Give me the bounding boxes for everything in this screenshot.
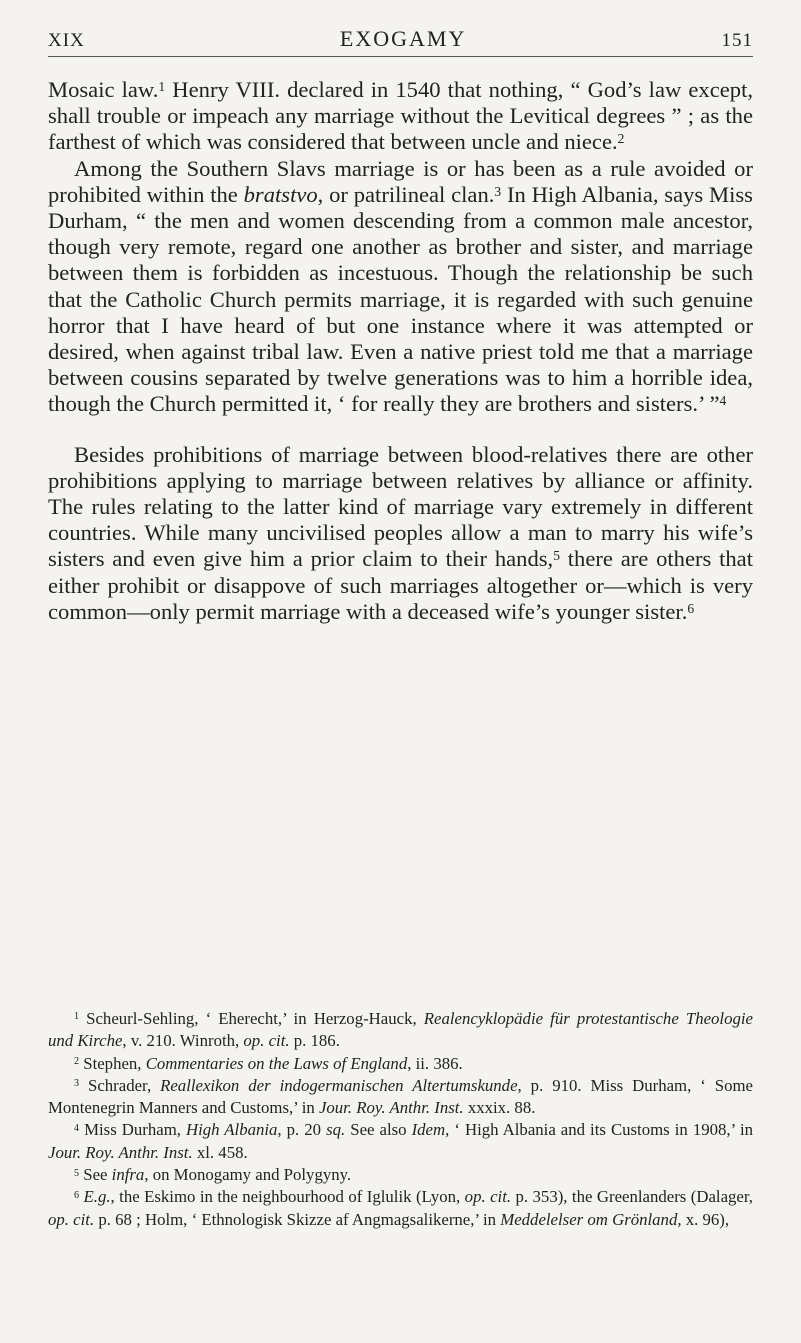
header-rule bbox=[48, 56, 753, 57]
page-number: 151 bbox=[721, 30, 753, 51]
italic-text: E.g. bbox=[83, 1187, 111, 1207]
note-marker: 5 bbox=[74, 1167, 80, 1179]
note-marker: 2 bbox=[74, 1056, 80, 1068]
text-run: Stephen, bbox=[79, 1053, 146, 1073]
running-header bbox=[48, 26, 753, 56]
paragraph bbox=[48, 156, 753, 418]
text-run: Among the Southern Slavs marriage is or has been as a rule avoided or prohibited within the bbox=[48, 155, 753, 207]
text-run: , the Eskimo in the neighbourhood of Iglulik (Lyon, bbox=[110, 1187, 465, 1207]
italic-text: Meddelelser om Grönland bbox=[500, 1209, 678, 1229]
main-text bbox=[48, 77, 753, 625]
text-run: xl. 458. bbox=[192, 1142, 248, 1162]
text-run: See also bbox=[345, 1120, 412, 1140]
text-run: , p. 910. Miss Durham, ‘ Some Montenegrin Manners and Customs,’ in bbox=[48, 1075, 754, 1118]
note-marker: 5 bbox=[553, 548, 560, 564]
italic-text: op. cit. bbox=[243, 1031, 290, 1051]
text-run: Henry VIII. declared in 1540 that nothing, “ God’s law except, shall trouble or impeach any marriage without the Levitical degrees ” ; as the farthest of which was considered that between uncle and niece. bbox=[48, 77, 753, 155]
note-marker: 4 bbox=[719, 393, 727, 409]
note-marker: 1 bbox=[74, 1011, 80, 1023]
italic-text: Reallexikon der indogermanischen Altertumskunde bbox=[160, 1075, 518, 1095]
italic-text: Jour. Roy. Anthr. Inst. bbox=[48, 1142, 193, 1162]
italic-text: sq. bbox=[326, 1120, 346, 1140]
footnote bbox=[48, 1164, 753, 1186]
text-run: , ‘ High Albania and its Customs in 1908,’ in bbox=[445, 1120, 754, 1140]
text-run: p. 353), the Greenlanders (Dalager, bbox=[511, 1187, 753, 1207]
footnotes bbox=[48, 1008, 753, 1231]
text-run: , ii. 386. bbox=[407, 1053, 463, 1073]
note-marker: 6 bbox=[74, 1189, 80, 1201]
chapter-number: XIX bbox=[48, 30, 85, 51]
text-run: Scheurl-Sehling, ‘ Eherecht,’ in Herzog-Hauck, bbox=[79, 1009, 424, 1028]
text-run: Mosaic law. bbox=[48, 77, 159, 102]
text-run: , x. 96), bbox=[677, 1209, 730, 1229]
note-marker: 3 bbox=[494, 183, 502, 199]
italic-text: infra bbox=[111, 1165, 145, 1185]
footnote bbox=[48, 1186, 753, 1231]
text-run: , p. 20 bbox=[277, 1120, 327, 1140]
italic-text: Jour. Roy. Anthr. Inst. bbox=[318, 1098, 464, 1118]
italic-text: High Albania bbox=[185, 1120, 278, 1140]
note-marker: 3 bbox=[74, 1078, 80, 1090]
note-marker: 6 bbox=[687, 600, 695, 616]
text-run: , or patrilineal clan. bbox=[317, 181, 495, 207]
footnote bbox=[48, 1119, 753, 1164]
text-run: p. 186. bbox=[289, 1031, 340, 1051]
text-run: In High Albania, says Miss Durham, “ the men and women descending from a common male ancestor, though very remote, regard one another as brother and sister, and marriage between them is forbidden as incestuous. Though the relationship be such that the Catholic Church permits marriage, it is regarded with such genuine horror that I have heard of but one instance where it was attempted or desired, when against tribal law. Even a native priest told me that a marriage between cousins separated by twelve generations was to him a horrible idea, though the Church permitted it, ‘ for really they are brothers and sisters.’ ” bbox=[48, 181, 753, 417]
text-run: , v. 210. Winroth, bbox=[122, 1031, 244, 1051]
text-run: p. 68 ; Holm, ‘ Ethnologisk Skizze af Angmagsalikerne,’ in bbox=[94, 1209, 501, 1229]
text-run: Besides prohibitions of marriage between blood-relatives there are other prohibitions applying to marriage between relatives by alliance or affinity. The rules relating to the latter kind of marriage vary extremely in different countries. While many uncivilised peoples allow a man to marry his wife’s sisters and even give him a prior claim to their hands, bbox=[48, 441, 753, 572]
text-run: xxxix. 88. bbox=[463, 1098, 536, 1118]
paragraph bbox=[48, 77, 753, 156]
footnote bbox=[48, 1053, 753, 1075]
note-marker: 1 bbox=[158, 78, 166, 94]
italic-text: op. cit. bbox=[48, 1209, 95, 1229]
text-run: there are others that either prohibit or disappove of such marriages altogether or—which is very common—only permit marriage with a deceased wife’s younger sister. bbox=[48, 546, 753, 624]
text-run: Miss Durham, bbox=[79, 1120, 186, 1140]
footnote bbox=[48, 1075, 753, 1120]
italic-text: op. cit. bbox=[464, 1187, 512, 1207]
note-marker: 4 bbox=[74, 1122, 80, 1134]
italic-text: bratstvo bbox=[243, 181, 318, 207]
running-title: EXOGAMY bbox=[339, 26, 467, 51]
footnote bbox=[48, 1008, 753, 1053]
italic-text: Realencyklopädie für protestantische Theologie und Kirche bbox=[48, 1009, 753, 1051]
text-run: See bbox=[79, 1165, 112, 1185]
text-run: Schrader, bbox=[79, 1075, 161, 1095]
italic-text: Idem bbox=[411, 1120, 446, 1140]
italic-text: Commentaries on the Laws of England bbox=[145, 1053, 408, 1073]
paragraph bbox=[48, 442, 753, 625]
text-run: , on Monogamy and Polygyny. bbox=[144, 1165, 352, 1185]
note-marker: 2 bbox=[617, 131, 625, 147]
